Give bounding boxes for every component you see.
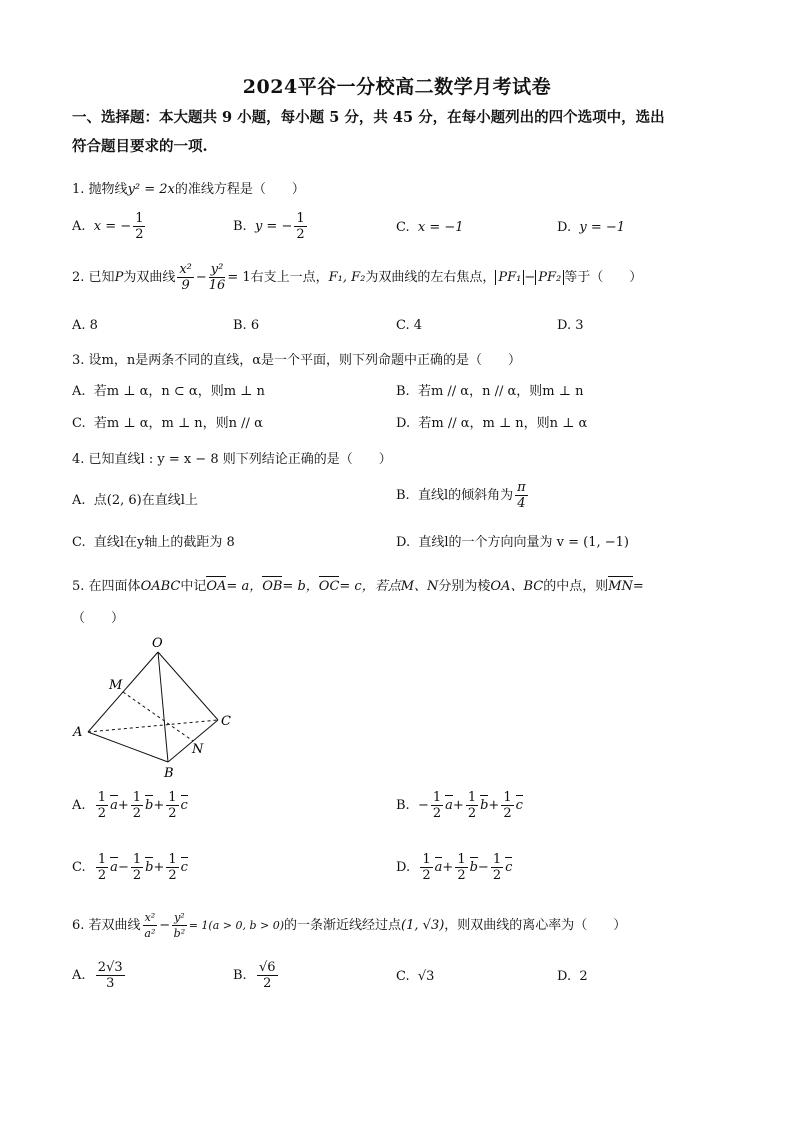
segment-mn (123, 692, 193, 741)
q4-option-b[interactable]: B. 直线l的倾斜角为 $\frac{\pi}{4}$ (396, 480, 526, 511)
q4-option-a[interactable]: A. 点(2, 6)在直线l上 (72, 493, 198, 508)
q1-stem-post: 的准线方程是（ ） (174, 182, 305, 197)
q5-option-label: C. (72, 860, 86, 875)
q6-option-c[interactable]: C. √3 (396, 969, 435, 984)
edge-oc (158, 652, 218, 720)
q3-option-b[interactable]: B. 若m // α，n // α，则m ⊥ n (396, 384, 584, 399)
q4-option-d[interactable]: D. 直线l的一个方向向量为 v = (1, −1) (396, 535, 629, 550)
q3-option-d[interactable]: D. 若m // α，m ⊥ n，则n ⊥ α (396, 416, 588, 431)
label-a: A (73, 725, 83, 740)
question-3: 3. 设m，n是两条不同的直线，α是一个平面，则下列命题中正确的是（ ） (72, 353, 522, 368)
question-4: 4. 已知直线l : y = x − 8 则下列结论正确的是（ ） (72, 452, 392, 467)
section-heading-line2: 符合题目要求的一项. (72, 138, 208, 155)
q2-option-d[interactable]: D. 3 (557, 318, 584, 333)
label-c: C (221, 714, 231, 729)
q1-number: 1. (72, 182, 89, 197)
q3-option-a[interactable]: A. 若m ⊥ α，n ⊂ α，则m ⊥ n (72, 384, 265, 399)
q5-option-a[interactable]: A. $\frac{1}{2}$ a+ $\frac{1}{2}$ b+ $\frac{1}{2}$ c (72, 790, 188, 821)
q5-option-label: D. (396, 860, 411, 875)
q2-option-c[interactable]: C. 4 (396, 318, 423, 333)
q2-option-a[interactable]: A. 8 (72, 318, 98, 333)
q5-option-b[interactable]: B. − $\frac{1}{2}$ a+ $\frac{1}{2}$ b+ $\frac{1}{2}$ c (396, 790, 523, 821)
q1-stem-pre: 抛物线 (88, 182, 128, 197)
q6-option-a[interactable]: A. $\frac{2√3}{3}$ (72, 960, 123, 991)
q1-equation: y² = 2x (127, 182, 175, 197)
edge-ob (158, 652, 168, 762)
q6-option-b[interactable]: B. $\frac{√6}{2}$ (233, 960, 276, 991)
question-5: 5. 在四面体OABC中记OA= a，OB= b，OC= c，若点M、N分别为棱OA、BC的中点，则MN= (72, 579, 644, 594)
q6-option-d[interactable]: D. 2 (557, 969, 588, 984)
q1-option-b[interactable]: B. y = − $\frac{1}{2}$ (233, 211, 305, 242)
q5-option-d[interactable]: D. $\frac{1}{2}$ a+ $\frac{1}{2}$ b− $\frac{1}{2}$ c (396, 852, 513, 883)
q3-option-c[interactable]: C. 若m ⊥ α，m ⊥ n，则n // α (72, 416, 263, 431)
q4-option-c[interactable]: C. 直线l在y轴上的截距为 8 (72, 535, 235, 550)
q2-option-b[interactable]: B. 6 (233, 318, 260, 333)
q1-option-a[interactable]: A. x = − $\frac{1}{2}$ (72, 211, 144, 242)
label-n: N (192, 742, 204, 757)
edge-ac-hidden (88, 720, 218, 732)
q5-option-label: A. (72, 798, 86, 813)
exam-title: 2024平谷一分校高二数学月考试卷 (242, 76, 552, 98)
edge-ab (88, 732, 168, 762)
section-heading-line1: 一、选择题：本大题共 9 小题，每小题 5 分，共 45 分，在每小题列出的四个选项中，选出 (72, 109, 665, 126)
q1-option-d[interactable]: D. y = −1 (557, 220, 626, 235)
section-heading (72, 103, 722, 161)
question-2: 2. 已知P为双曲线 $\frac{\text{x²}}{9}$ − $\frac{\text{y²}}{16}$ = 1右支上一点，F₁, F₂为双曲线的左右焦点， PF₁ − PF₂ 等于（ ） (72, 262, 643, 293)
label-m: M (109, 678, 123, 693)
q5-option-c[interactable]: C. $\frac{1}{2}$ a− $\frac{1}{2}$ b+ $\frac{1}{2}$ c (72, 852, 188, 883)
question-6: 6. 若双曲线 $\frac{\text{x²}}{\text{a²}}$ − $\frac{\text{y²}}{\text{b²}}$ = 1(a > 0, b > 0)的一条渐近线经过点(1, √3)，则双曲线的离心率为（ ） (72, 911, 627, 940)
tetrahedron-figure (72, 632, 242, 782)
label-o: O (152, 636, 163, 651)
q5-answer-paren: （ ） (72, 611, 125, 626)
question-1 (72, 178, 305, 197)
label-b: B (164, 766, 174, 781)
q1-option-c[interactable]: C. x = −1 (396, 220, 464, 235)
q5-option-label: B. (396, 798, 410, 813)
